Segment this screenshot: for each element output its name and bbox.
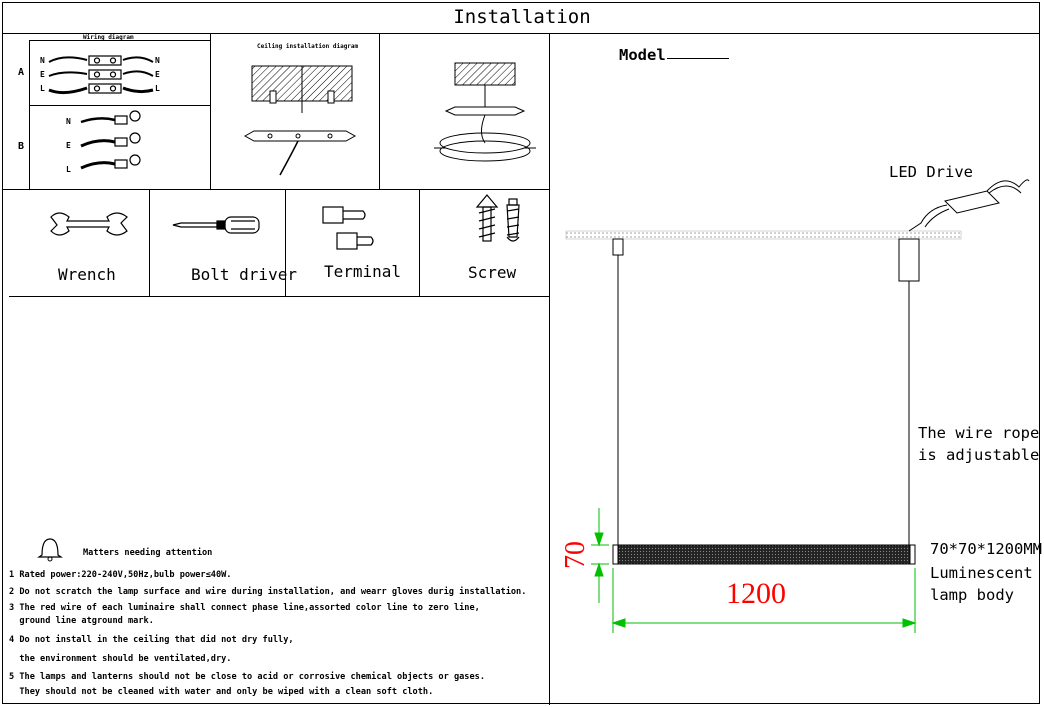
lamp-drawing bbox=[549, 163, 1041, 638]
led-drive-label: LED Drive bbox=[889, 163, 973, 181]
note-line-5b: They should not be cleaned with water and only be wiped with a clean soft cloth. bbox=[9, 687, 434, 697]
note-line-2: 2 Do not scratch the lamp surface and wire during installation, and wearr gloves durig installation. bbox=[9, 587, 527, 597]
terminal-l-right: L bbox=[155, 84, 160, 93]
terminal-block-drawing bbox=[29, 40, 210, 190]
ceiling-diagram-title: Ceiling installation diagram bbox=[257, 43, 359, 50]
tools-divider-1 bbox=[149, 189, 150, 297]
note-line-3b: ground line atground mark. bbox=[9, 616, 154, 626]
wrench-icon bbox=[47, 211, 131, 239]
tool-label-terminal: Terminal bbox=[324, 262, 402, 281]
tool-label-wrench: Wrench bbox=[58, 265, 116, 284]
wiring-row-a-label: A bbox=[18, 67, 25, 78]
bell-icon bbox=[36, 535, 64, 561]
note-line-4b: the environment should be ventilated,dry. bbox=[9, 654, 232, 664]
terminal-n-b: N bbox=[66, 117, 71, 126]
led-driver bbox=[909, 180, 1029, 231]
terminal-icon bbox=[319, 205, 375, 253]
model-label: Model bbox=[619, 46, 666, 64]
notes-header: Matters needing attention bbox=[83, 548, 213, 558]
tools-divider-3 bbox=[419, 189, 420, 297]
model-underline bbox=[667, 58, 729, 59]
screwdriver-icon bbox=[171, 215, 263, 235]
note-line-5: 5 The lamps and lanterns should not be close to acid or corrosive chemical objects or gases. bbox=[9, 672, 485, 682]
lamp-body bbox=[613, 545, 915, 564]
wiring-diagram-title: Wiring diagram bbox=[83, 34, 134, 41]
terminal-l-b: L bbox=[66, 165, 71, 174]
note-line-1: 1 Rated power:220-240V,50Hz,bulb power≤40W. bbox=[9, 570, 232, 580]
wire-rope-label-2: is adjustable bbox=[918, 446, 1040, 464]
height-dimension: 70 bbox=[560, 541, 591, 569]
size-label: 70*70*1200MM bbox=[930, 540, 1042, 558]
note-line-4: 4 Do not install in the ceiling that did not dry fully, bbox=[9, 635, 294, 645]
right-ceiling-canopy bbox=[899, 239, 919, 281]
ceiling-installation-drawing bbox=[210, 33, 550, 190]
lamp-body-label-2: lamp body bbox=[930, 586, 1014, 604]
wiring-row-b-label: B bbox=[18, 141, 25, 152]
dimension-lines bbox=[591, 508, 915, 633]
terminal-e-left: E bbox=[40, 70, 45, 79]
page-title: Installation bbox=[453, 6, 591, 28]
left-ceiling-cap bbox=[613, 239, 623, 255]
width-dimension: 1200 bbox=[726, 577, 786, 610]
lamp-body-label-1: Luminescent bbox=[930, 564, 1033, 582]
tool-label-screw: Screw bbox=[468, 263, 517, 282]
wire-rope-label-1: The wire rope bbox=[918, 424, 1040, 442]
terminal-e-b: E bbox=[66, 141, 71, 150]
screw-icon bbox=[473, 193, 529, 249]
terminal-n-left: N bbox=[40, 56, 45, 65]
tool-label-bolt-driver: Bolt driver bbox=[191, 265, 297, 284]
tools-row-bottom bbox=[9, 296, 549, 297]
terminal-n-right: N bbox=[155, 56, 160, 65]
terminal-l-left: L bbox=[40, 84, 45, 93]
terminal-e-right: E bbox=[155, 70, 160, 79]
note-line-3: 3 The red wire of each luminaire shall connect phase line,assorted color line to zero line, bbox=[9, 603, 480, 613]
installation-sheet bbox=[2, 2, 1040, 704]
ceiling-line bbox=[566, 231, 961, 239]
